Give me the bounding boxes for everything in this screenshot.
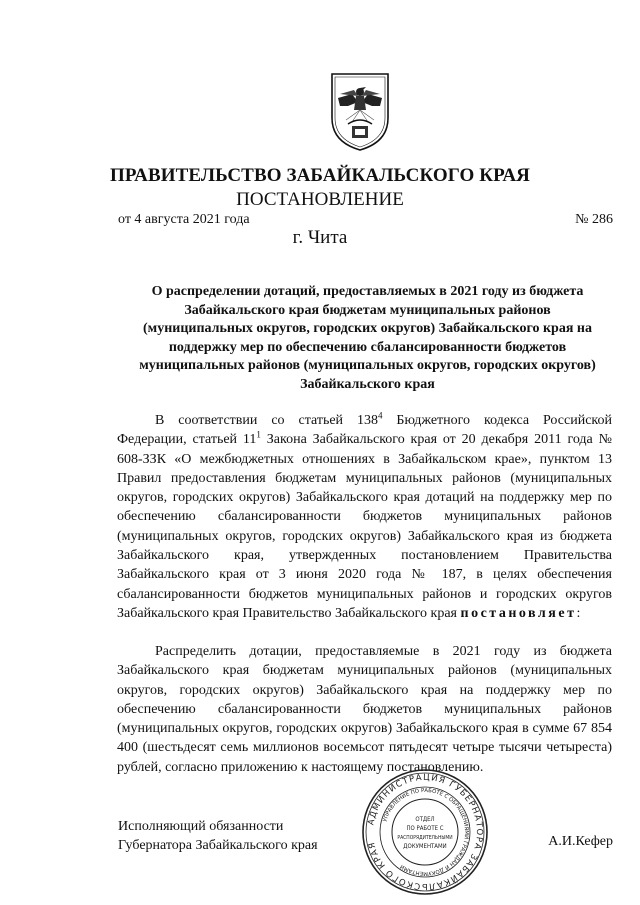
government-name: ПРАВИТЕЛЬСТВО ЗАБАЙКАЛЬСКОГО КРАЯ [109,165,530,186]
title-line: поддержку мер по обеспечению сбалансированности бюджетов [168,339,567,355]
stamp-inner-text: УПРАВЛЕНИЕ ПО РАБОТЕ С ОБРАЩЕНИЯМИ ГРАЖДАН И ДОКУМЕНТАМИ [382,787,470,877]
title-line: (муниципальных округов, городских округов) Забайкальского края на [143,321,592,336]
title-line: Забайкальского края бюджетам муниципальных районов [184,302,551,318]
preamble-paragraph [117,411,612,623]
round-stamp-icon [360,767,490,897]
signatory-position [118,818,318,855]
signatory-line: Исполняющий обязанности [118,819,284,834]
superscript: 1 [256,429,261,440]
document-title [115,283,620,394]
preamble-text: Бюджетного кодекса Российской Федерации, статьей 11 [117,413,612,448]
superscript: 4 [377,410,383,421]
document-type: ПОСТАНОВЛЕНИЕ [236,189,404,210]
coat-of-arms-icon [328,72,392,152]
stamp-outer-text: АДМИНИСТРАЦИЯ ГУБЕРНАТОРА ЗАБАЙКАЛЬСКОГО КРАЯ [366,772,485,892]
preamble-text: В соответствии со статьей 138 [155,413,378,428]
title-line: муниципальных районов (муниципальных округов, городских округов) [139,358,596,373]
signatory-name: А.И.Кефер [548,834,613,849]
stamp-center-line: ПО РАБОТЕ С [406,825,444,832]
stamp-center-line: ДОКУМЕНТАМИ [403,843,447,850]
resolves-word: постановляет [460,605,577,621]
document-date: от 4 августа 2021 года [118,212,250,227]
preamble-text: : [576,605,581,621]
preamble-text: Закона Забайкальского края от 20 декабря 2011 года № 608-ЗЗК «О межбюджетных отношениях в Забайкальском крае», пунктом 13 Правил предоставления бюджетам муниципальных районов (муниципальных округов, городских округов) Забайкальского края дотаций на поддержку мер по обеспечению сбалансированности бюджетов муниципальных районов (муниципальных округов, городских округов) Забайкальского края из бюджета Забайкальского края, утвержденных постановлением Правительства Забайкальского края от 3 июня 2020 года № 187, в целях обеспечения сбалансированности бюджетов муниципальных районов и городских округов Забайкальского края Правительство Забайкальского края [117,432,612,621]
title-line: Забайкальского края [300,376,435,392]
document-city: г. Чита [292,227,348,248]
signatory-line: Губернатора Забайкальского края [118,837,318,853]
document-number: № 286 [575,212,613,227]
resolution-paragraph: Распределить дотации, предоставляемые в 2021 году из бюджета Забайкальского края бюджетам муниципальных районов (муниципальных округов, городских округов) Забайкальского края на поддержку мер по обеспечению сбалансированности бюджетов муниципальных районов (муниципальных округов, городских округов) Забайкальского края в сумме 67 854 400 (шестьдесят семь миллионов восемьсот пятьдесят четыре тысячи четыреста) рублей, согласно приложению к настоящему постановлению. [117,644,612,775]
title-line: О распределении дотаций, предоставляемых в 2021 году из бюджета [151,284,584,299]
stamp-center-line: РАСПОРЯДИТЕЛЬНЫМИ [397,835,453,841]
stamp-center-line: ОТДЕЛ [415,816,435,823]
